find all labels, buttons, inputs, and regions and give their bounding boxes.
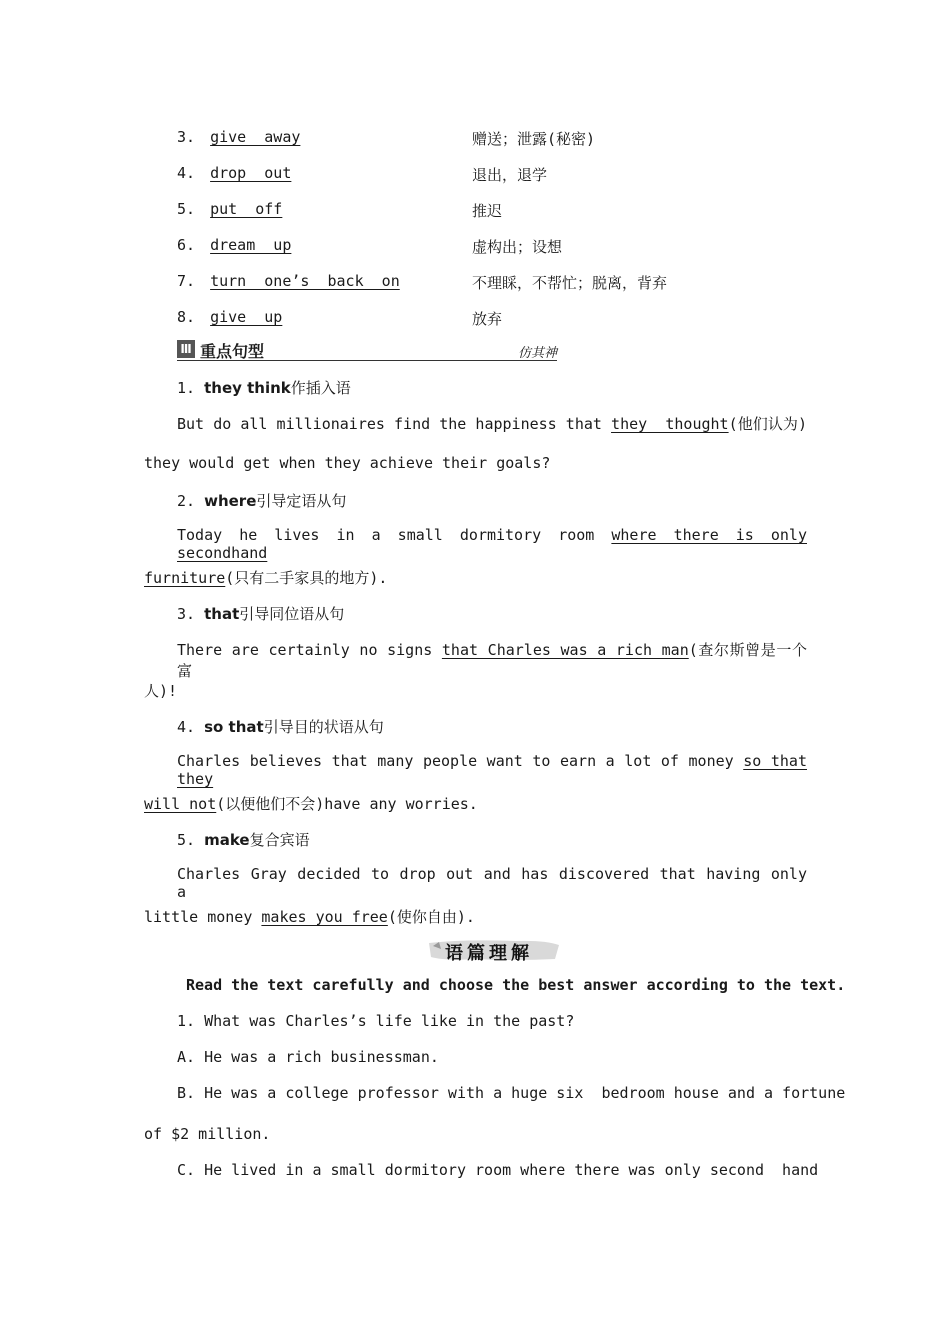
pattern-keyword: so that bbox=[204, 718, 264, 736]
section-title: 重点句型 bbox=[200, 342, 265, 361]
phrase-row bbox=[177, 236, 291, 254]
example-hint: (只有二手家具的地方). bbox=[225, 569, 388, 587]
option-b-continued: of $2 million. bbox=[144, 1125, 271, 1143]
example-blank: so that they bbox=[177, 752, 807, 788]
pattern-description: 引导定语从句 bbox=[256, 492, 347, 510]
example-blank: where there is only secondhand bbox=[177, 526, 807, 562]
example-blank: they thought bbox=[611, 415, 729, 433]
banner-title: 语篇理解 bbox=[445, 943, 533, 964]
phrase-meaning: 不理睬，不帮忙；脱离，背弃 bbox=[472, 274, 668, 292]
option-a: A. He was a rich businessman. bbox=[177, 1048, 439, 1066]
pattern-heading bbox=[177, 490, 346, 511]
pattern-description: 引导同位语从句 bbox=[239, 605, 345, 623]
pattern-number: 1. bbox=[177, 379, 196, 397]
pattern-keyword: where bbox=[204, 492, 257, 510]
phrase-number: 7. bbox=[177, 272, 196, 290]
pattern-description: 引导目的状语从句 bbox=[263, 718, 384, 736]
pattern-number: 2. bbox=[177, 492, 196, 510]
option-c: C. He lived in a small dormitory room where there was only second hand bbox=[177, 1161, 819, 1179]
example-line bbox=[144, 567, 387, 588]
phrase-english: turn one’s back on bbox=[210, 272, 400, 290]
phrase-meaning: 推迟 bbox=[472, 202, 503, 220]
phrase-row bbox=[177, 200, 282, 218]
section-banner bbox=[425, 937, 563, 963]
pattern-heading bbox=[177, 829, 310, 850]
phrase-meaning: 放弃 bbox=[472, 310, 503, 328]
phrase-number: 3. bbox=[177, 128, 196, 146]
pattern-keyword: make bbox=[204, 831, 250, 849]
example-hint: (以便他们不会)have any worries. bbox=[216, 795, 478, 813]
example-line: 人)! bbox=[144, 682, 178, 700]
phrase-row bbox=[177, 308, 282, 326]
pattern-heading bbox=[177, 603, 344, 624]
phrase-row bbox=[177, 272, 400, 290]
example-line bbox=[177, 639, 807, 681]
pattern-keyword: they think bbox=[204, 379, 291, 397]
example-line: Charles Gray decided to drop out and has discovered that having only a bbox=[177, 865, 807, 901]
example-line: they would get when they achieve their goals? bbox=[144, 454, 551, 472]
section-tag: 仿其神 bbox=[517, 346, 557, 361]
phrase-meaning: 赠送；泄露(秘密) bbox=[472, 130, 596, 148]
pattern-number: 4. bbox=[177, 718, 196, 736]
phrase-english: give away bbox=[210, 128, 301, 146]
example-text: Today he lives in a small dormitory room bbox=[177, 526, 612, 544]
example-hint: (查尔斯曾是一个富 bbox=[177, 641, 807, 680]
example-text: There are certainly no signs bbox=[177, 641, 442, 659]
phrase-row bbox=[177, 128, 300, 146]
phrase-meaning: 退出，退学 bbox=[472, 166, 548, 184]
pattern-description: 复合宾语 bbox=[249, 831, 310, 849]
example-line bbox=[177, 752, 807, 788]
example-text: But do all millionaires find the happiness that bbox=[177, 415, 612, 433]
pattern-number: 5. bbox=[177, 831, 196, 849]
instruction: Read the text carefully and choose the best answer according to the text. bbox=[186, 976, 846, 994]
pattern-heading bbox=[177, 377, 351, 398]
pattern-description: 作插入语 bbox=[290, 379, 351, 397]
option-b: B. He was a college professor with a huge six bedroom house and a fortune bbox=[177, 1084, 846, 1102]
phrase-number: 8. bbox=[177, 308, 196, 326]
example-blank: furniture bbox=[144, 569, 226, 587]
phrase-english: drop out bbox=[210, 164, 292, 182]
phrase-english: give up bbox=[210, 308, 283, 326]
phrase-number: 5. bbox=[177, 200, 196, 218]
example-line bbox=[177, 413, 807, 434]
example-blank: that Charles was a rich man bbox=[441, 641, 689, 659]
example-blank: will not bbox=[144, 795, 217, 813]
phrase-meaning: 虚构出；设想 bbox=[472, 238, 563, 256]
phrase-english: put off bbox=[210, 200, 283, 218]
section-heading bbox=[177, 338, 557, 361]
roman-numeral-icon: Ⅲ bbox=[177, 340, 195, 358]
phrase-row bbox=[177, 164, 291, 182]
example-hint: (他们认为) bbox=[728, 415, 808, 433]
example-hint: (使你自由). bbox=[387, 908, 475, 926]
example-text: Charles believes that many people want to earn a lot of money bbox=[177, 752, 744, 770]
phrase-number: 6. bbox=[177, 236, 196, 254]
phrase-english: dream up bbox=[210, 236, 292, 254]
pattern-number: 3. bbox=[177, 605, 196, 623]
phrase-number: 4. bbox=[177, 164, 196, 182]
question-stem: 1. What was Charles’s life like in the past? bbox=[177, 1012, 575, 1030]
example-line bbox=[144, 793, 478, 814]
example-line bbox=[144, 906, 475, 927]
example-text: little money bbox=[144, 908, 262, 926]
pattern-heading bbox=[177, 716, 384, 737]
example-line bbox=[177, 526, 807, 562]
pattern-keyword: that bbox=[204, 605, 240, 623]
example-blank: makes you free bbox=[261, 908, 388, 926]
